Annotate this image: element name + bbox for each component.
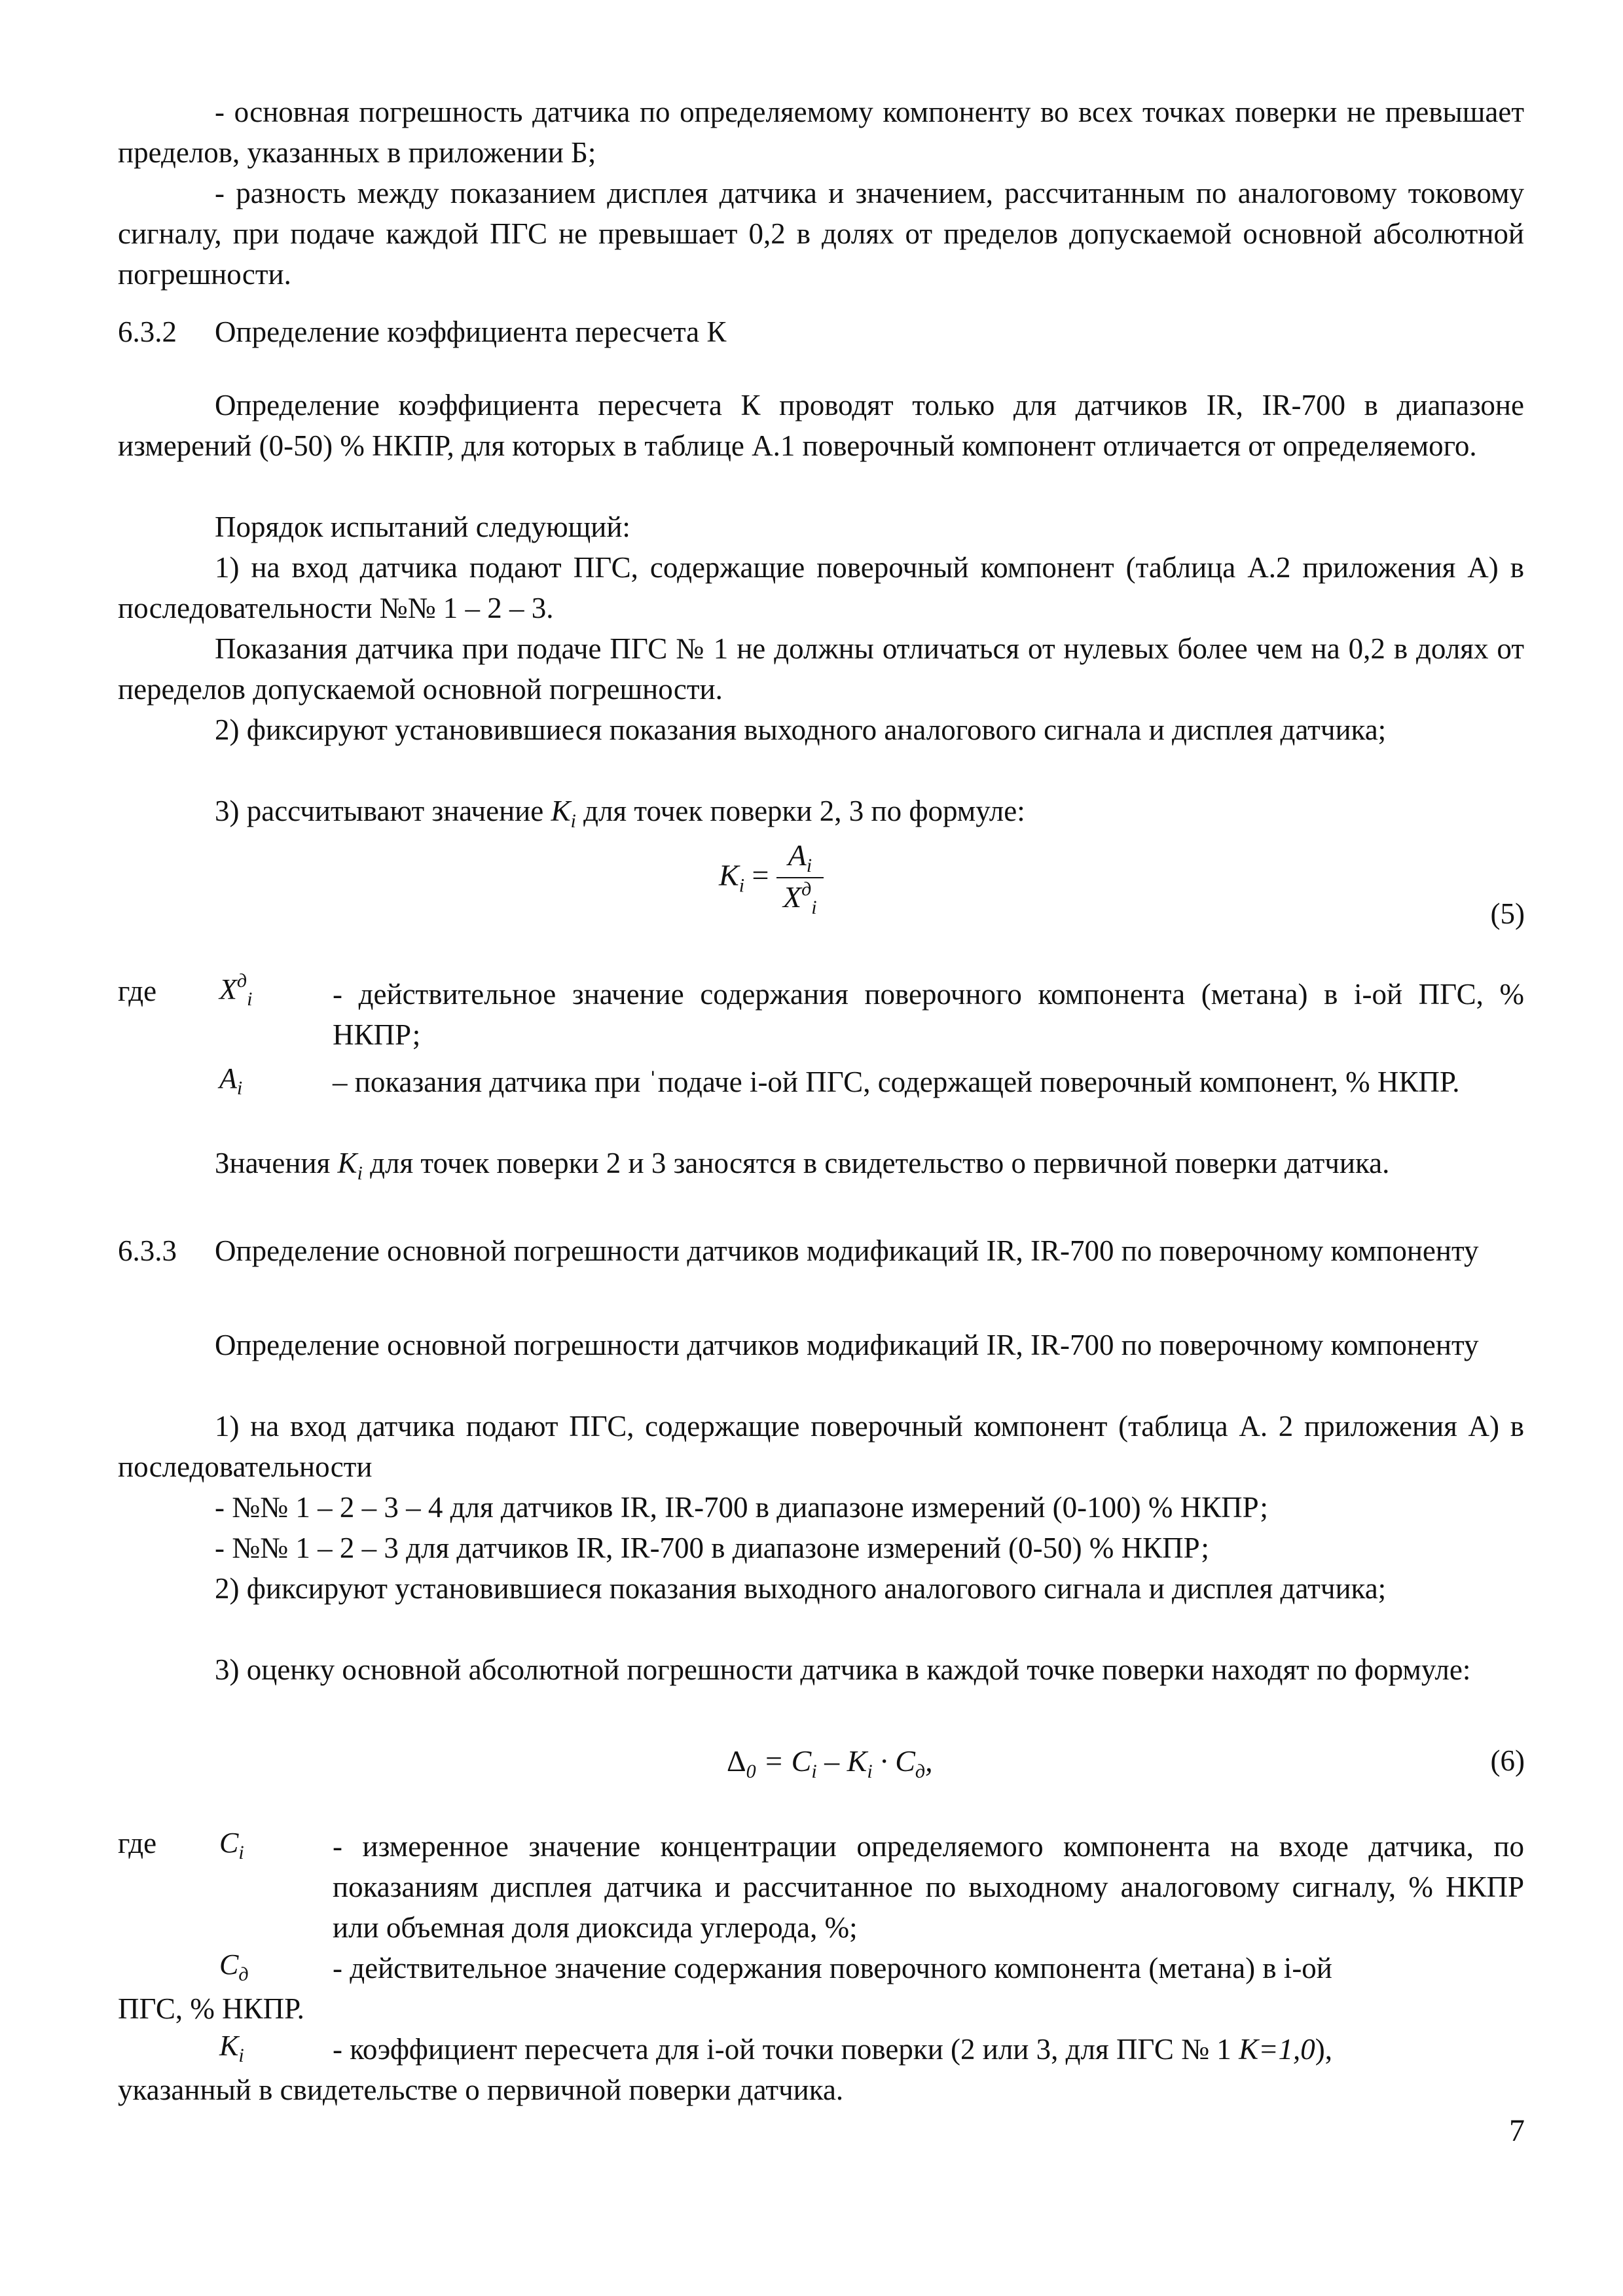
section-632-number: 6.3.2 bbox=[118, 315, 177, 348]
definition-a-reading: – показания датчика при ˈподаче i-ой ПГС, содержащей поверочный компонент, % НКПР. bbox=[333, 1066, 1460, 1098]
section-633-step2: 2) фиксируют установившиеся показания выходного аналогового сигнала и дисплея датчика; bbox=[215, 1572, 1387, 1605]
section-632-zero-note: Показания датчика при подаче ПГС № 1 не должны отличаться от нулевых более чем на 0,2 в долях от переделов допускаемой основной погрешности. bbox=[118, 632, 1524, 706]
section-633-step1: 1) на вход датчика подают ПГС, содержащие поверочный компонент (таблица А. 2 приложения А) в последовательности bbox=[118, 1410, 1524, 1483]
section-632-intro: Определение коэффициента пересчета К проводят только для датчиков IR, IR-700 в диапазоне измерений (0-50) % НКПР, для которых в таблице А.1 поверочный компонент отличается от определяемого. bbox=[118, 389, 1524, 462]
section-633-number: 6.3.3 bbox=[118, 1234, 177, 1267]
section-632-title: Определение коэффициента пересчета К bbox=[215, 315, 727, 348]
symbol-c-actual: $C_д$ bbox=[219, 1948, 249, 1985]
section-632-step1: 1) на вход датчика подают ПГС, содержащие поверочный компонент (таблица А.2 приложения А) в последовательности №№ 1 – 2 – 3. bbox=[118, 551, 1524, 624]
section-633-seq2: - №№ 1 – 2 – 3 для датчиков IR, IR-700 в диапазоне измерений (0-50) % НКПР; bbox=[215, 1532, 1209, 1564]
section-633-intro: Определение основной погрешности датчиков модификаций IR, IR-700 по поверочному компоненту bbox=[215, 1329, 1479, 1361]
where-label-1: где bbox=[118, 975, 157, 1007]
section-632-step2: 2) фиксируют установившиеся показания выходного аналогового сигнала и дисплея датчика; bbox=[215, 713, 1387, 746]
section-633-seq1: - №№ 1 – 2 – 3 – 4 для датчиков IR, IR-700 в диапазоне измерений (0-100) % НКПР; bbox=[215, 1491, 1268, 1524]
formula-5-fraction: $\frac{A_i}{X^д_i}$ bbox=[776, 838, 824, 919]
section-632-order: Порядок испытаний следующий: bbox=[215, 511, 630, 543]
formula-6: $\Delta_0 = C_i - K_i \cdot C_д$, bbox=[727, 1744, 933, 1782]
symbol-a-reading: $A_i$ bbox=[219, 1062, 243, 1099]
bullet-error-limits: - основная погрешность датчика по определяемому компоненту во всех точках поверки не превышает пределов, указанных в приложении Б; bbox=[118, 96, 1524, 169]
section-633-step3: 3) оценку основной абсолютной погрешности датчика в каждой точке поверки находят по формуле: bbox=[215, 1653, 1471, 1686]
formula-5-number: (5) bbox=[1490, 897, 1525, 930]
symbol-c-measured: $C_i$ bbox=[219, 1827, 244, 1863]
where-label-2: где bbox=[118, 1827, 157, 1859]
definition-c-actual: - действительное значение содержания поверочного компонента (метана) в i-ой bbox=[333, 1952, 1332, 1984]
definition-k-factor: - коэффициент пересчета для i-ой точки поверки (2 или 3, для ПГС № 1 K=1,0), bbox=[333, 2033, 1332, 2066]
formula-6-number: (6) bbox=[1490, 1744, 1525, 1777]
page-number: 7 bbox=[1509, 2113, 1525, 2148]
definition-c-actual-cont: ПГС, % НКПР. bbox=[118, 1992, 304, 2025]
section-632-closing: Значения $K_i$ для точек поверки 2 и 3 заносятся в свидетельство о первичной поверки датчика. bbox=[215, 1147, 1390, 1184]
definition-x-actual: - действительное значение содержания поверочного компонента (метана) в i-ой ПГС, % НКПР; bbox=[333, 978, 1524, 1051]
definition-c-measured: - измеренное значение концентрации определяемого компонента на входе датчика, по показаниям дисплея датчика и рассчитанное по выходному аналоговому сигналу, % НКПР или объемная доля диоксида углерода, %; bbox=[333, 1830, 1524, 1944]
section-633-title: Определение основной погрешности датчиков модификаций IR, IR-700 по поверочному компоненту bbox=[215, 1234, 1479, 1267]
symbol-k-factor: $K_i$ bbox=[219, 2030, 244, 2066]
section-632-step3: 3) рассчитывают значение $K_i$ для точек поверки 2, 3 по формуле: bbox=[215, 795, 1025, 832]
formula-5: $K_i$ = $\frac{A_i}{X^д_i}$ bbox=[719, 838, 824, 919]
bullet-display-difference: - разность между показанием дисплея датчика и значением, рассчитанным по аналоговому токовому сигналу, при подаче каждой ПГС не превышает 0,2 в долях от пределов допускаемой основной абсолютной погрешности. bbox=[118, 177, 1524, 291]
definition-k-factor-cont: указанный в свидетельстве о первичной поверки датчика. bbox=[118, 2073, 844, 2106]
symbol-x-actual: $X^д_i$ bbox=[219, 970, 253, 1010]
